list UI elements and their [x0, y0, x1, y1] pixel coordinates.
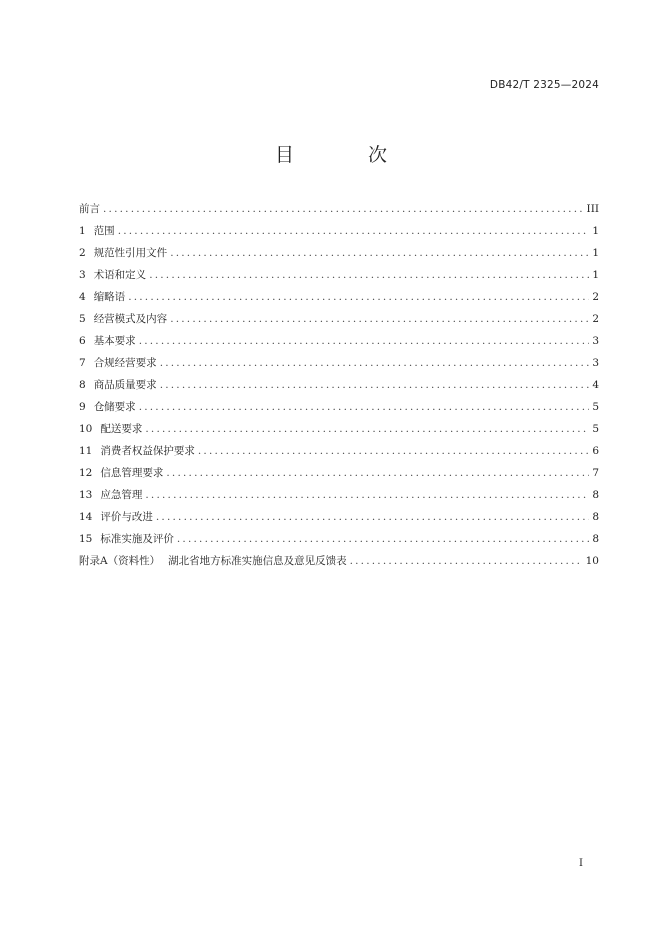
toc-entry-label: 应急管理 [100, 489, 143, 501]
toc-entry-13[interactable] [79, 486, 599, 508]
toc-title: 目 次 [274, 144, 422, 166]
leader-dots [145, 486, 589, 504]
leader-dots [160, 376, 590, 394]
leader-dots [145, 420, 589, 438]
toc-entry-page: 1 [592, 269, 599, 281]
toc-entry-5[interactable] [79, 310, 599, 332]
table-of-contents [79, 200, 599, 574]
toc-entry-number: 2 [79, 247, 86, 259]
leader-dots [170, 310, 589, 328]
toc-entry-label: 标准实施及评价 [100, 533, 174, 545]
toc-entry-number: 8 [79, 379, 86, 391]
toc-entry-page: 8 [592, 511, 599, 523]
toc-entry-14[interactable] [79, 508, 599, 530]
toc-entry-1[interactable] [79, 222, 599, 244]
leader-dots [103, 200, 584, 218]
toc-entry-9[interactable] [79, 398, 599, 420]
toc-entry-label: 基本要求 [93, 335, 136, 347]
toc-entry-page: 2 [592, 313, 599, 325]
toc-entry-label: 经营模式及内容 [93, 313, 168, 325]
leader-dots [160, 354, 590, 372]
toc-entry-page: 8 [592, 489, 599, 501]
toc-entry-label: 缩略语 [93, 291, 126, 303]
toc-entry-number: 5 [79, 313, 86, 325]
toc-entry-number: 13 [79, 489, 93, 501]
toc-entry-number: 14 [79, 511, 93, 523]
toc-entry-page: 5 [592, 401, 599, 413]
toc-entry-8[interactable] [79, 376, 599, 398]
toc-entry-label: 商品质量要求 [93, 379, 157, 391]
toc-entry-11[interactable] [79, 442, 599, 464]
toc-entry-label: 配送要求 [100, 423, 143, 435]
toc-entry-page: 10 [585, 555, 599, 567]
toc-entry-label: 信息管理要求 [100, 467, 164, 479]
toc-entry-foreword[interactable] [79, 200, 599, 222]
toc-entry-10[interactable] [79, 420, 599, 442]
toc-entry-number: 7 [79, 357, 86, 369]
toc-entry-4[interactable] [79, 288, 599, 310]
toc-entry-page: 1 [592, 225, 599, 237]
toc-entry-label: 消费者权益保护要求 [100, 445, 195, 457]
leader-dots [118, 222, 590, 240]
leader-dots [156, 508, 589, 526]
toc-entry-label: 合规经营要求 [93, 357, 157, 369]
leader-dots [198, 442, 589, 460]
toc-entry-appendix-a[interactable] [79, 552, 599, 574]
toc-entry-label: 湖北省地方标准实施信息及意见反馈表 [168, 555, 347, 567]
toc-entry-number: 6 [79, 335, 86, 347]
leader-dots [128, 288, 589, 306]
toc-entry-number: 9 [79, 401, 86, 413]
leader-dots [139, 332, 590, 350]
toc-entry-page: 4 [592, 379, 599, 391]
toc-entry-page: 8 [592, 533, 599, 545]
toc-entry-number: 附录A（资料性） [79, 555, 161, 567]
toc-entry-3[interactable] [79, 266, 599, 288]
toc-entry-page: 6 [592, 445, 599, 457]
toc-entry-page: 2 [592, 291, 599, 303]
toc-entry-page: III [586, 203, 599, 215]
toc-entry-page: 3 [592, 335, 599, 347]
leader-dots [170, 244, 589, 262]
toc-entry-number: 10 [79, 423, 93, 435]
toc-entry-label: 评价与改进 [100, 511, 153, 523]
toc-entry-12[interactable] [79, 464, 599, 486]
toc-entry-label: 术语和定义 [93, 269, 147, 281]
document-code: DB42/T 2325—2024 [489, 79, 599, 91]
toc-entry-2[interactable] [79, 244, 599, 266]
toc-entry-number: 12 [79, 467, 93, 479]
toc-entry-number: 15 [79, 533, 93, 545]
toc-entry-page: 3 [592, 357, 599, 369]
page-number: I [579, 858, 583, 869]
toc-entry-label: 规范性引用文件 [93, 247, 168, 259]
toc-entry-number: 4 [79, 291, 86, 303]
toc-entry-number: 1 [79, 225, 86, 237]
toc-entry-number: 3 [79, 269, 86, 281]
toc-entry-page: 1 [592, 247, 599, 259]
toc-entry-6[interactable] [79, 332, 599, 354]
leader-dots [350, 552, 583, 570]
toc-entry-label: 前言 [79, 203, 100, 215]
toc-entry-label: 仓储要求 [93, 401, 136, 413]
toc-entry-number: 11 [79, 445, 93, 457]
leader-dots [177, 530, 589, 548]
leader-dots [166, 464, 589, 482]
leader-dots [149, 266, 589, 284]
toc-entry-label: 范围 [93, 225, 115, 237]
toc-entry-page: 7 [592, 467, 599, 479]
toc-entry-page: 5 [592, 423, 599, 435]
toc-entry-15[interactable] [79, 530, 599, 552]
toc-entry-7[interactable] [79, 354, 599, 376]
leader-dots [139, 398, 590, 416]
